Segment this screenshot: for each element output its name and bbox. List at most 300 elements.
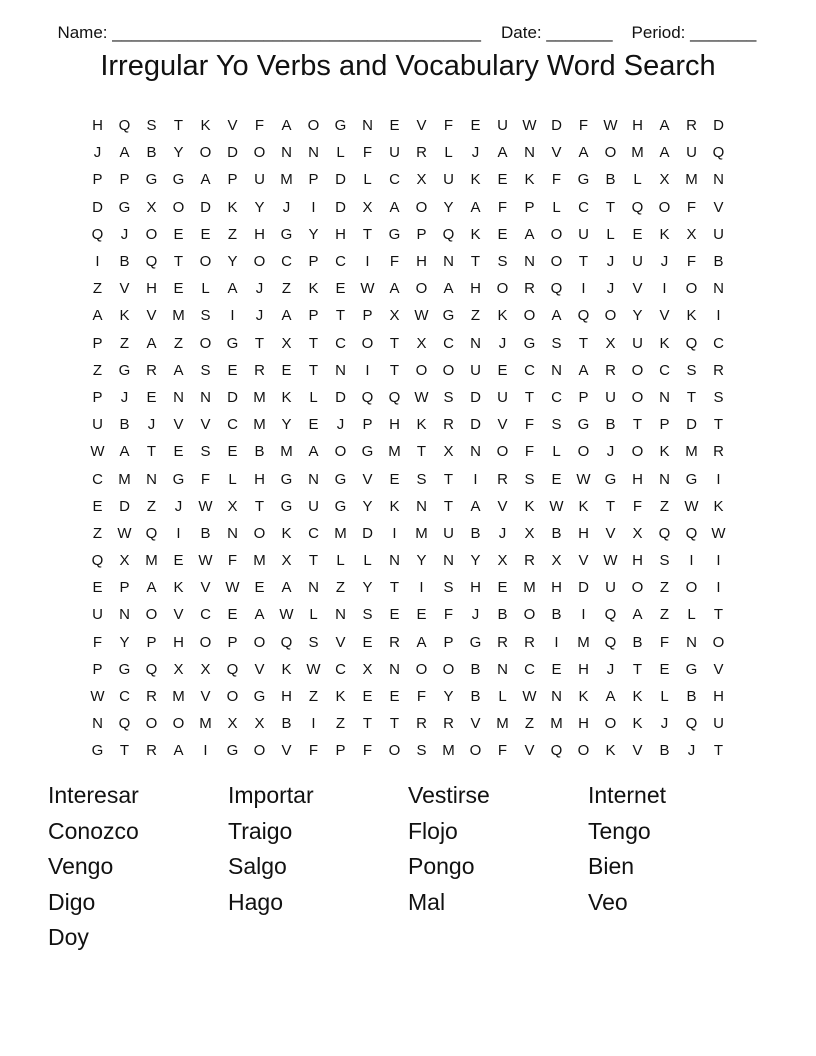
- grid-letter[interactable]: O: [226, 688, 239, 706]
- grid-letter[interactable]: Q: [388, 388, 401, 406]
- grid-letter[interactable]: Q: [118, 117, 131, 135]
- grid-letter[interactable]: G: [145, 171, 158, 189]
- grid-letter[interactable]: N: [470, 443, 481, 461]
- grid-letter[interactable]: K: [578, 688, 589, 706]
- grid-letter[interactable]: E: [497, 171, 508, 189]
- grid-letter[interactable]: O: [631, 443, 644, 461]
- grid-letter[interactable]: N: [92, 715, 103, 733]
- grid-letter[interactable]: O: [604, 144, 617, 162]
- grid-letter[interactable]: A: [227, 280, 238, 298]
- grid-letter[interactable]: K: [497, 307, 508, 325]
- grid-letter[interactable]: F: [200, 470, 211, 488]
- grid-letter[interactable]: D: [551, 117, 562, 135]
- grid-letter[interactable]: K: [173, 579, 184, 597]
- grid-letter[interactable]: O: [199, 253, 212, 271]
- grid-letter[interactable]: R: [254, 361, 265, 379]
- grid-letter[interactable]: O: [604, 307, 617, 325]
- grid-letter[interactable]: E: [362, 633, 373, 651]
- grid-letter[interactable]: F: [389, 253, 400, 271]
- grid-letter[interactable]: T: [605, 198, 616, 216]
- grid-letter[interactable]: W: [90, 688, 105, 706]
- grid-letter[interactable]: A: [497, 144, 508, 162]
- grid-letter[interactable]: T: [605, 497, 616, 515]
- grid-letter[interactable]: G: [334, 497, 347, 515]
- grid-letter[interactable]: I: [419, 579, 424, 597]
- grid-letter[interactable]: R: [497, 470, 508, 488]
- grid-letter[interactable]: F: [497, 198, 508, 216]
- grid-letter[interactable]: E: [92, 579, 103, 597]
- grid-letter[interactable]: S: [659, 552, 670, 570]
- grid-letter[interactable]: B: [119, 416, 130, 434]
- grid-letter[interactable]: P: [119, 579, 130, 597]
- grid-letter[interactable]: E: [497, 225, 508, 243]
- grid-letter[interactable]: F: [686, 253, 697, 271]
- grid-letter[interactable]: W: [603, 552, 618, 570]
- grid-letter[interactable]: V: [551, 144, 562, 162]
- grid-letter[interactable]: K: [659, 443, 670, 461]
- grid-letter[interactable]: M: [631, 144, 644, 162]
- grid-letter[interactable]: W: [225, 579, 240, 597]
- grid-letter[interactable]: I: [716, 470, 721, 488]
- grid-letter[interactable]: D: [470, 388, 481, 406]
- grid-letter[interactable]: A: [524, 225, 535, 243]
- grid-letter[interactable]: E: [227, 606, 238, 624]
- grid-letter[interactable]: O: [145, 606, 158, 624]
- grid-letter[interactable]: B: [146, 144, 157, 162]
- grid-letter[interactable]: J: [606, 280, 615, 298]
- grid-letter[interactable]: G: [442, 307, 455, 325]
- grid-letter[interactable]: D: [335, 171, 346, 189]
- grid-letter[interactable]: Z: [335, 579, 346, 597]
- grid-letter[interactable]: G: [253, 688, 266, 706]
- grid-letter[interactable]: B: [713, 253, 724, 271]
- grid-letter[interactable]: B: [497, 606, 508, 624]
- grid-letter[interactable]: L: [363, 552, 372, 570]
- grid-letter[interactable]: E: [497, 361, 508, 379]
- grid-letter[interactable]: L: [498, 688, 507, 706]
- grid-letter[interactable]: T: [362, 225, 373, 243]
- grid-letter[interactable]: N: [281, 144, 292, 162]
- grid-letter[interactable]: B: [551, 606, 562, 624]
- grid-letter[interactable]: O: [496, 280, 509, 298]
- grid-letter[interactable]: U: [605, 388, 616, 406]
- grid-letter[interactable]: Z: [659, 497, 670, 515]
- grid-letter[interactable]: G: [334, 117, 347, 135]
- grid-letter[interactable]: E: [173, 552, 184, 570]
- grid-letter[interactable]: D: [335, 388, 346, 406]
- grid-letter[interactable]: G: [118, 660, 131, 678]
- grid-letter[interactable]: J: [93, 144, 102, 162]
- grid-letter[interactable]: C: [524, 660, 535, 678]
- grid-letter[interactable]: S: [200, 307, 211, 325]
- grid-letter[interactable]: I: [230, 307, 235, 325]
- grid-letter[interactable]: W: [360, 280, 375, 298]
- grid-letter[interactable]: O: [172, 198, 185, 216]
- grid-letter[interactable]: F: [308, 742, 319, 760]
- grid-letter[interactable]: I: [176, 524, 181, 542]
- grid-letter[interactable]: P: [362, 307, 373, 325]
- grid-letter[interactable]: K: [659, 225, 670, 243]
- grid-letter[interactable]: T: [578, 334, 589, 352]
- grid-letter[interactable]: A: [119, 144, 130, 162]
- grid-letter[interactable]: O: [145, 225, 158, 243]
- grid-letter[interactable]: R: [416, 715, 427, 733]
- grid-letter[interactable]: I: [581, 280, 586, 298]
- grid-letter[interactable]: T: [524, 388, 535, 406]
- grid-letter[interactable]: H: [470, 280, 481, 298]
- grid-letter[interactable]: F: [416, 688, 427, 706]
- grid-letter[interactable]: R: [443, 715, 454, 733]
- grid-letter[interactable]: Y: [254, 198, 265, 216]
- grid-letter[interactable]: C: [578, 198, 589, 216]
- grid-letter[interactable]: Q: [145, 524, 158, 542]
- grid-letter[interactable]: B: [605, 416, 616, 434]
- grid-letter[interactable]: D: [362, 524, 373, 542]
- grid-letter[interactable]: E: [254, 579, 265, 597]
- grid-letter[interactable]: X: [173, 660, 184, 678]
- grid-letter[interactable]: G: [604, 470, 617, 488]
- grid-letter[interactable]: N: [551, 688, 562, 706]
- grid-letter[interactable]: R: [146, 361, 157, 379]
- grid-letter[interactable]: V: [146, 307, 157, 325]
- grid-letter[interactable]: P: [92, 171, 103, 189]
- grid-letter[interactable]: U: [497, 117, 508, 135]
- grid-letter[interactable]: T: [173, 117, 184, 135]
- grid-letter[interactable]: Q: [145, 253, 158, 271]
- grid-letter[interactable]: Z: [173, 334, 184, 352]
- grid-letter[interactable]: T: [443, 497, 454, 515]
- grid-letter[interactable]: O: [199, 334, 212, 352]
- grid-letter[interactable]: C: [389, 171, 400, 189]
- grid-letter[interactable]: O: [631, 361, 644, 379]
- grid-letter[interactable]: Z: [335, 715, 346, 733]
- grid-letter[interactable]: Q: [604, 606, 617, 624]
- grid-letter[interactable]: O: [307, 117, 320, 135]
- grid-letter[interactable]: E: [146, 388, 157, 406]
- grid-letter[interactable]: R: [389, 633, 400, 651]
- grid-letter[interactable]: K: [632, 688, 643, 706]
- grid-letter[interactable]: D: [713, 117, 724, 135]
- grid-letter[interactable]: A: [200, 171, 211, 189]
- grid-letter[interactable]: Z: [308, 688, 319, 706]
- grid-letter[interactable]: S: [443, 388, 454, 406]
- grid-letter[interactable]: P: [659, 416, 670, 434]
- grid-letter[interactable]: M: [496, 715, 509, 733]
- grid-letter[interactable]: H: [254, 225, 265, 243]
- grid-letter[interactable]: Z: [281, 280, 292, 298]
- grid-letter[interactable]: O: [577, 443, 590, 461]
- grid-letter[interactable]: V: [497, 416, 508, 434]
- grid-letter[interactable]: A: [551, 307, 562, 325]
- grid-letter[interactable]: M: [550, 715, 563, 733]
- grid-letter[interactable]: Q: [145, 660, 158, 678]
- grid-letter[interactable]: X: [632, 524, 643, 542]
- grid-letter[interactable]: O: [361, 334, 374, 352]
- period-field[interactable]: Period: _______: [631, 23, 757, 42]
- grid-letter[interactable]: N: [146, 470, 157, 488]
- grid-letter[interactable]: P: [92, 660, 103, 678]
- grid-letter[interactable]: V: [659, 307, 670, 325]
- grid-letter[interactable]: L: [228, 470, 237, 488]
- grid-letter[interactable]: T: [578, 253, 589, 271]
- grid-letter[interactable]: G: [280, 225, 293, 243]
- grid-letter[interactable]: L: [309, 606, 318, 624]
- grid-letter[interactable]: B: [605, 171, 616, 189]
- grid-letter[interactable]: A: [146, 579, 157, 597]
- grid-letter[interactable]: G: [685, 660, 698, 678]
- grid-letter[interactable]: G: [172, 470, 185, 488]
- grid-letter[interactable]: A: [173, 742, 184, 760]
- grid-letter[interactable]: O: [658, 198, 671, 216]
- grid-letter[interactable]: Q: [361, 388, 374, 406]
- grid-letter[interactable]: E: [227, 443, 238, 461]
- grid-letter[interactable]: L: [336, 552, 345, 570]
- grid-letter[interactable]: C: [335, 334, 346, 352]
- grid-letter[interactable]: T: [443, 470, 454, 488]
- grid-letter[interactable]: E: [416, 606, 427, 624]
- grid-letter[interactable]: G: [280, 470, 293, 488]
- grid-letter[interactable]: B: [281, 715, 292, 733]
- grid-letter[interactable]: B: [470, 660, 481, 678]
- grid-letter[interactable]: W: [522, 117, 537, 135]
- grid-letter[interactable]: E: [659, 660, 670, 678]
- grid-letter[interactable]: I: [95, 253, 100, 271]
- grid-letter[interactable]: X: [497, 552, 508, 570]
- grid-letter[interactable]: C: [443, 334, 454, 352]
- grid-letter[interactable]: I: [365, 361, 370, 379]
- grid-letter[interactable]: X: [146, 198, 157, 216]
- grid-letter[interactable]: F: [227, 552, 238, 570]
- grid-letter[interactable]: E: [470, 117, 481, 135]
- name-field[interactable]: Name: _______________________________________: [57, 23, 481, 42]
- grid-letter[interactable]: K: [686, 307, 697, 325]
- grid-letter[interactable]: M: [145, 552, 158, 570]
- grid-letter[interactable]: I: [716, 552, 721, 570]
- grid-letter[interactable]: W: [684, 497, 699, 515]
- grid-letter[interactable]: W: [279, 606, 294, 624]
- grid-letter[interactable]: A: [632, 606, 643, 624]
- grid-letter[interactable]: T: [470, 253, 481, 271]
- grid-letter[interactable]: M: [685, 171, 698, 189]
- grid-letter[interactable]: T: [389, 715, 400, 733]
- grid-letter[interactable]: I: [689, 552, 694, 570]
- grid-letter[interactable]: V: [281, 742, 292, 760]
- grid-letter[interactable]: K: [335, 688, 346, 706]
- grid-letter[interactable]: H: [632, 552, 643, 570]
- grid-letter[interactable]: E: [632, 225, 643, 243]
- grid-letter[interactable]: Q: [685, 524, 698, 542]
- grid-letter[interactable]: X: [416, 334, 427, 352]
- grid-letter[interactable]: D: [578, 579, 589, 597]
- grid-letter[interactable]: P: [308, 307, 319, 325]
- grid-letter[interactable]: E: [281, 361, 292, 379]
- grid-letter[interactable]: H: [578, 660, 589, 678]
- grid-letter[interactable]: Y: [416, 552, 427, 570]
- grid-letter[interactable]: B: [632, 633, 643, 651]
- grid-letter[interactable]: G: [469, 633, 482, 651]
- grid-letter[interactable]: D: [335, 198, 346, 216]
- grid-letter[interactable]: E: [551, 660, 562, 678]
- grid-letter[interactable]: S: [146, 117, 157, 135]
- grid-letter[interactable]: L: [336, 144, 345, 162]
- grid-letter[interactable]: V: [227, 117, 238, 135]
- grid-letter[interactable]: S: [416, 742, 427, 760]
- grid-letter[interactable]: E: [362, 688, 373, 706]
- grid-letter[interactable]: H: [416, 253, 427, 271]
- grid-letter[interactable]: E: [200, 225, 211, 243]
- grid-letter[interactable]: S: [551, 416, 562, 434]
- grid-letter[interactable]: P: [146, 633, 157, 651]
- grid-letter[interactable]: I: [716, 579, 721, 597]
- grid-letter[interactable]: X: [281, 552, 292, 570]
- grid-letter[interactable]: M: [253, 388, 266, 406]
- grid-letter[interactable]: K: [281, 388, 292, 406]
- grid-letter[interactable]: D: [686, 416, 697, 434]
- grid-letter[interactable]: V: [362, 470, 373, 488]
- grid-letter[interactable]: U: [92, 416, 103, 434]
- grid-letter[interactable]: T: [632, 660, 643, 678]
- grid-letter[interactable]: O: [253, 144, 266, 162]
- grid-letter[interactable]: G: [577, 171, 590, 189]
- grid-letter[interactable]: R: [713, 361, 724, 379]
- grid-letter[interactable]: O: [334, 443, 347, 461]
- grid-letter[interactable]: X: [443, 443, 454, 461]
- grid-letter[interactable]: J: [660, 715, 669, 733]
- grid-letter[interactable]: D: [119, 497, 130, 515]
- grid-letter[interactable]: M: [388, 443, 401, 461]
- grid-letter[interactable]: N: [416, 497, 427, 515]
- grid-letter[interactable]: R: [524, 633, 535, 651]
- grid-letter[interactable]: A: [119, 443, 130, 461]
- grid-letter[interactable]: O: [388, 742, 401, 760]
- grid-letter[interactable]: Q: [658, 524, 671, 542]
- grid-letter[interactable]: S: [443, 579, 454, 597]
- grid-letter[interactable]: P: [362, 416, 373, 434]
- grid-letter[interactable]: H: [578, 524, 589, 542]
- date-field[interactable]: Date: _______: [500, 23, 613, 42]
- grid-letter[interactable]: K: [659, 334, 670, 352]
- grid-letter[interactable]: Y: [227, 253, 238, 271]
- grid-letter[interactable]: G: [685, 470, 698, 488]
- grid-letter[interactable]: N: [524, 253, 535, 271]
- grid-letter[interactable]: X: [200, 660, 211, 678]
- grid-letter[interactable]: T: [308, 552, 319, 570]
- grid-letter[interactable]: T: [308, 361, 319, 379]
- grid-letter[interactable]: Z: [470, 307, 481, 325]
- grid-letter[interactable]: J: [255, 280, 264, 298]
- grid-letter[interactable]: J: [120, 225, 129, 243]
- grid-letter[interactable]: H: [389, 416, 400, 434]
- grid-letter[interactable]: N: [659, 388, 670, 406]
- grid-letter[interactable]: K: [632, 715, 643, 733]
- grid-letter[interactable]: X: [254, 715, 265, 733]
- grid-letter[interactable]: K: [281, 524, 292, 542]
- grid-letter[interactable]: J: [471, 606, 480, 624]
- grid-letter[interactable]: N: [389, 660, 400, 678]
- grid-letter[interactable]: Z: [92, 361, 103, 379]
- grid-letter[interactable]: X: [362, 198, 373, 216]
- grid-letter[interactable]: L: [687, 606, 696, 624]
- grid-letter[interactable]: I: [662, 280, 667, 298]
- grid-letter[interactable]: S: [308, 633, 319, 651]
- grid-letter[interactable]: V: [119, 280, 130, 298]
- grid-letter[interactable]: H: [92, 117, 103, 135]
- grid-letter[interactable]: C: [713, 334, 724, 352]
- grid-letter[interactable]: T: [632, 416, 643, 434]
- grid-letter[interactable]: N: [389, 552, 400, 570]
- grid-letter[interactable]: H: [335, 225, 346, 243]
- grid-letter[interactable]: Q: [631, 198, 644, 216]
- grid-letter[interactable]: R: [524, 280, 535, 298]
- grid-letter[interactable]: U: [632, 334, 643, 352]
- grid-letter[interactable]: Y: [362, 579, 373, 597]
- grid-letter[interactable]: I: [473, 470, 478, 488]
- grid-letter[interactable]: J: [471, 144, 480, 162]
- grid-letter[interactable]: B: [659, 742, 670, 760]
- grid-letter[interactable]: G: [226, 334, 239, 352]
- grid-letter[interactable]: K: [578, 497, 589, 515]
- grid-letter[interactable]: S: [497, 253, 508, 271]
- grid-letter[interactable]: T: [416, 443, 427, 461]
- grid-letter[interactable]: K: [389, 497, 400, 515]
- grid-letter[interactable]: K: [605, 742, 616, 760]
- grid-letter[interactable]: B: [470, 524, 481, 542]
- grid-letter[interactable]: E: [92, 497, 103, 515]
- grid-letter[interactable]: V: [200, 688, 211, 706]
- grid-letter[interactable]: S: [362, 606, 373, 624]
- grid-letter[interactable]: T: [713, 742, 724, 760]
- grid-letter[interactable]: X: [389, 307, 400, 325]
- grid-letter[interactable]: F: [443, 117, 454, 135]
- grid-letter[interactable]: T: [389, 334, 400, 352]
- grid-letter[interactable]: W: [522, 688, 537, 706]
- grid-letter[interactable]: C: [227, 416, 238, 434]
- grid-letter[interactable]: F: [524, 416, 535, 434]
- grid-letter[interactable]: B: [551, 524, 562, 542]
- grid-letter[interactable]: V: [470, 715, 481, 733]
- grid-letter[interactable]: W: [117, 524, 132, 542]
- grid-letter[interactable]: D: [227, 144, 238, 162]
- grid-letter[interactable]: Y: [362, 497, 373, 515]
- grid-letter[interactable]: G: [334, 470, 347, 488]
- grid-letter[interactable]: W: [711, 524, 726, 542]
- grid-letter[interactable]: B: [254, 443, 265, 461]
- grid-letter[interactable]: U: [470, 361, 481, 379]
- grid-letter[interactable]: A: [659, 144, 670, 162]
- grid-letter[interactable]: U: [686, 144, 697, 162]
- grid-letter[interactable]: K: [524, 497, 535, 515]
- grid-letter[interactable]: N: [524, 144, 535, 162]
- grid-letter[interactable]: L: [660, 688, 669, 706]
- grid-letter[interactable]: R: [146, 688, 157, 706]
- grid-letter[interactable]: L: [552, 198, 561, 216]
- grid-letter[interactable]: E: [497, 579, 508, 597]
- grid-letter[interactable]: F: [497, 742, 508, 760]
- grid-letter[interactable]: M: [415, 524, 428, 542]
- grid-letter[interactable]: J: [174, 497, 183, 515]
- grid-letter[interactable]: V: [416, 117, 427, 135]
- grid-letter[interactable]: V: [713, 198, 724, 216]
- grid-letter[interactable]: G: [172, 171, 185, 189]
- grid-letter[interactable]: O: [685, 579, 698, 597]
- grid-letter[interactable]: O: [523, 307, 536, 325]
- grid-letter[interactable]: P: [92, 334, 103, 352]
- grid-letter[interactable]: U: [443, 524, 454, 542]
- grid-letter[interactable]: N: [308, 470, 319, 488]
- grid-letter[interactable]: T: [686, 388, 697, 406]
- grid-letter[interactable]: Z: [92, 524, 103, 542]
- grid-letter[interactable]: K: [281, 660, 292, 678]
